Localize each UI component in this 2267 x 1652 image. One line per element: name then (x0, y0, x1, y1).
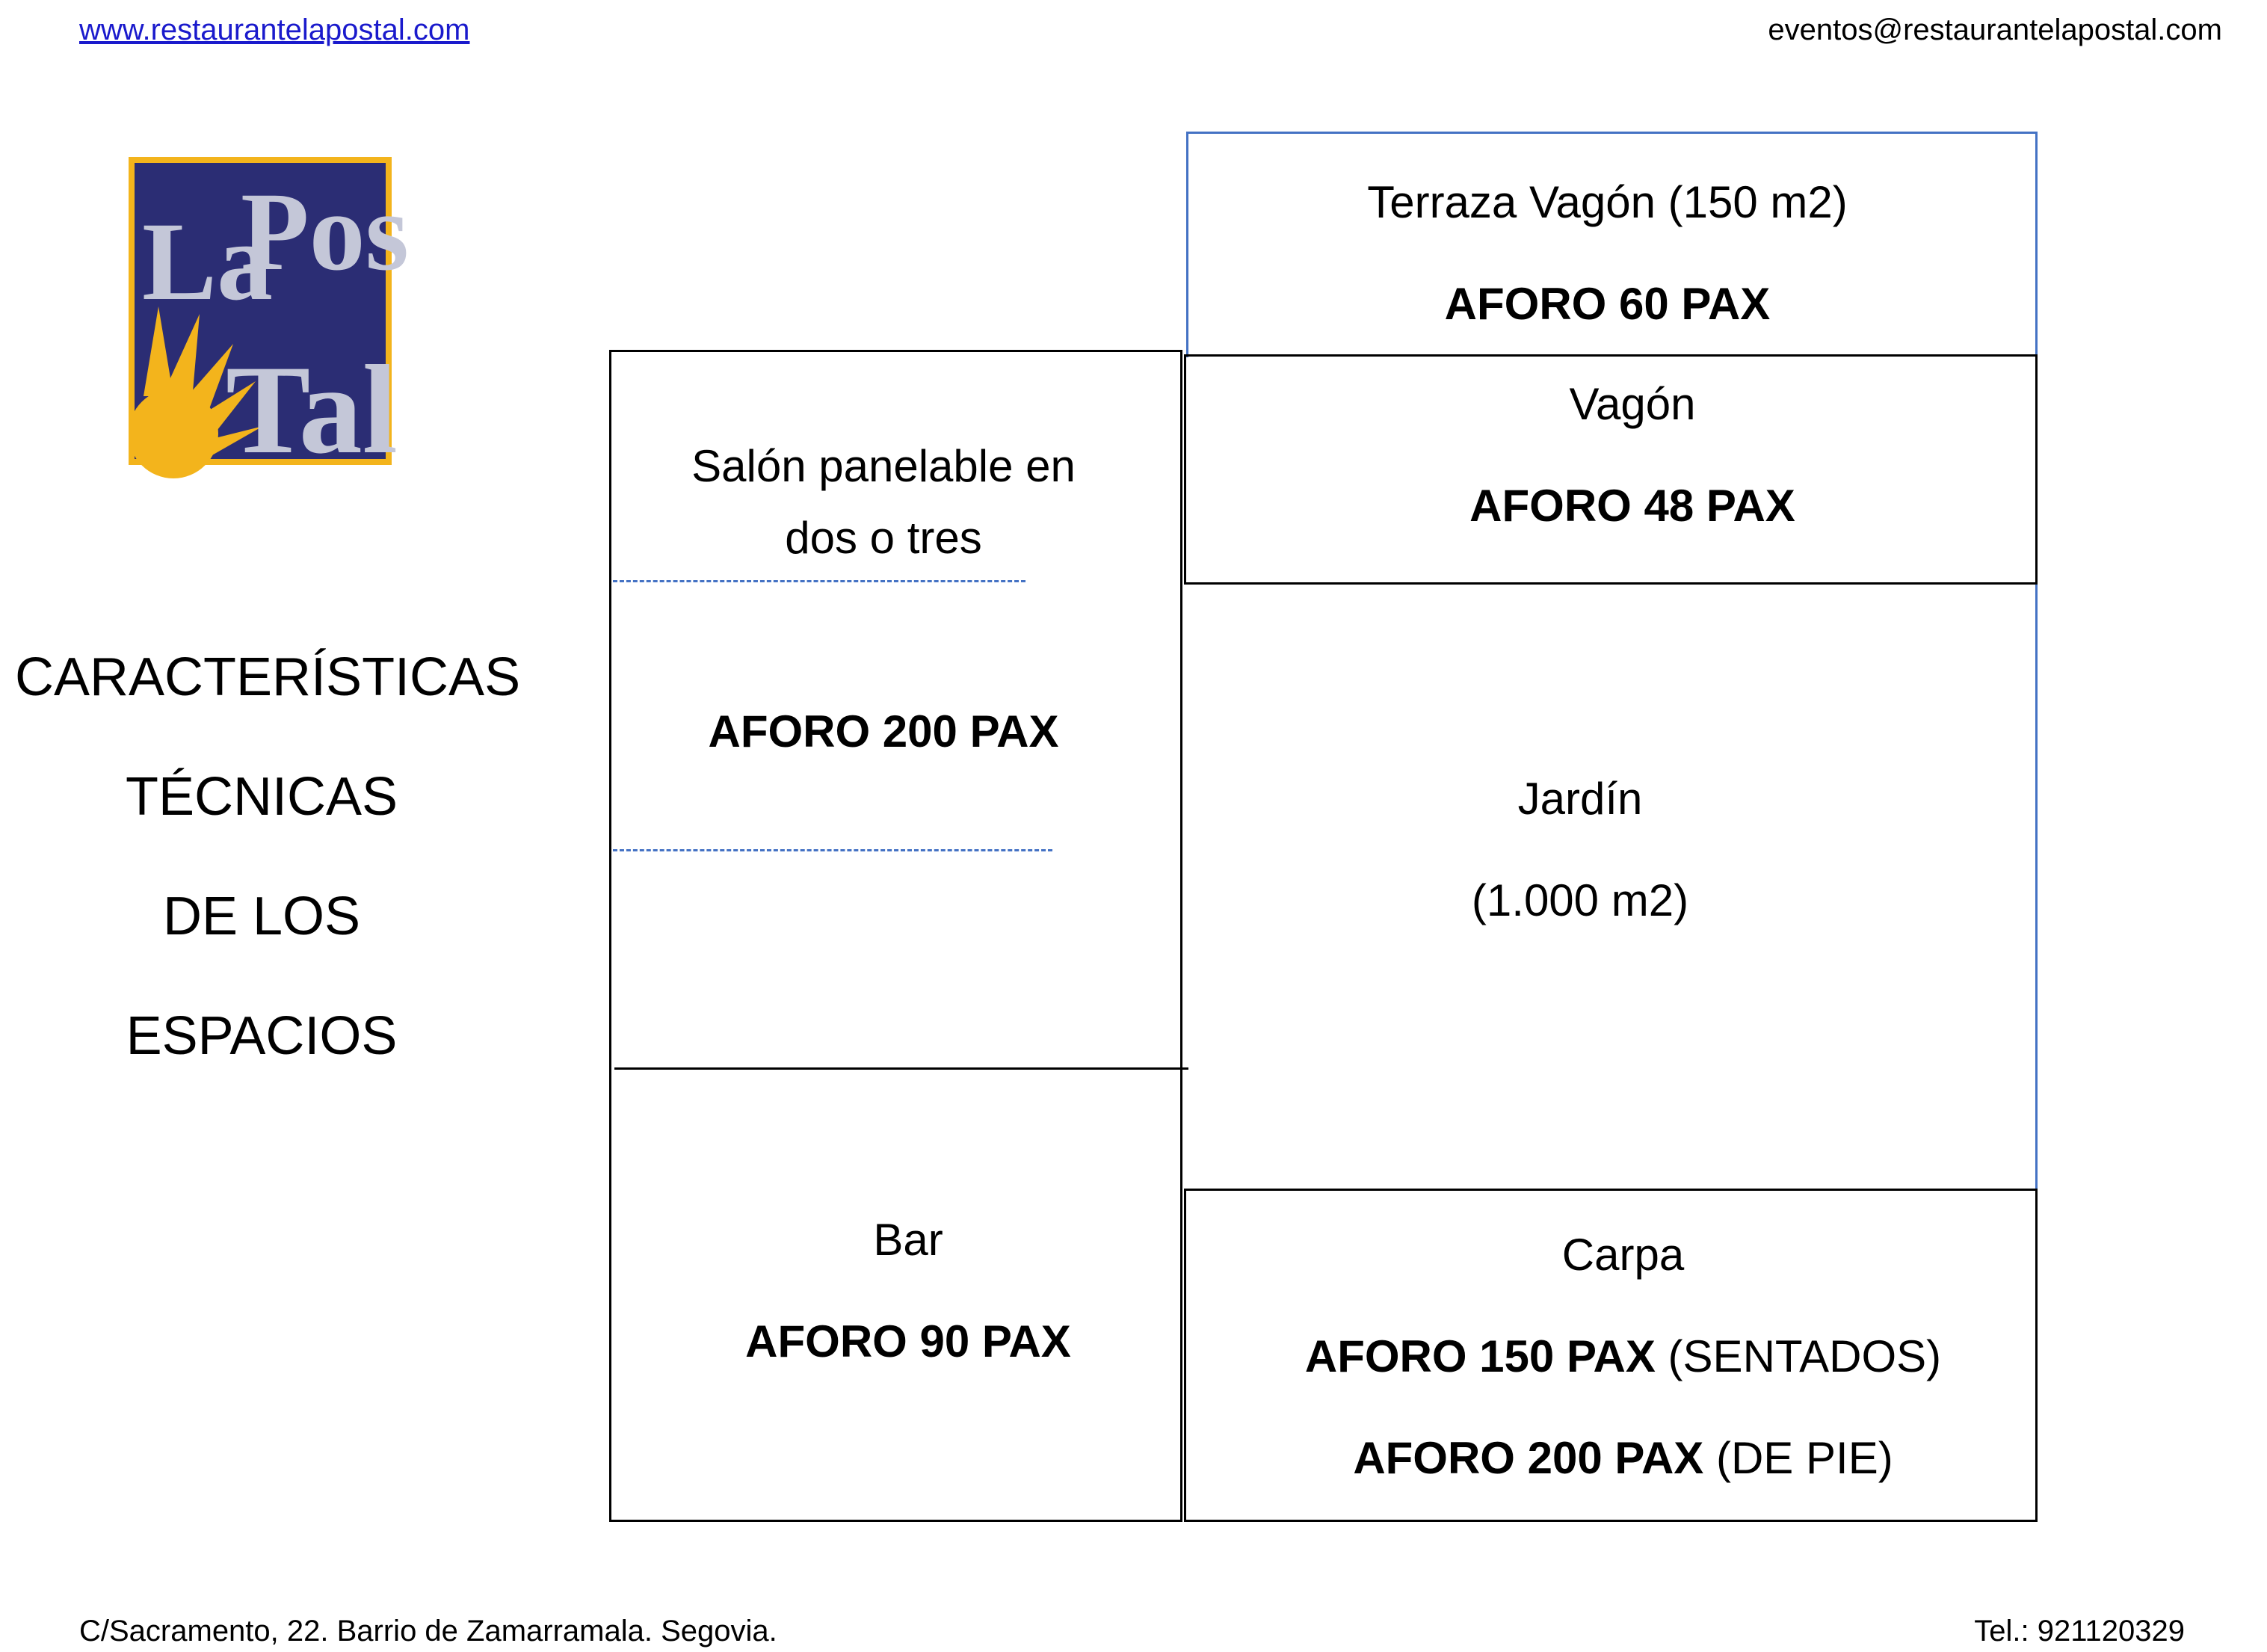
logo-text-tal: Tal (226, 339, 398, 480)
carpa-standing (1184, 1432, 2062, 1484)
page-title (15, 617, 521, 1096)
vagon-capacity: AFORO 48 PAX (1469, 481, 1795, 531)
website-link-text[interactable]: www.restaurantelapostal.com (79, 13, 470, 46)
logo-graphic (129, 157, 409, 480)
carpa-seated-capacity: AFORO 150 PAX (1304, 1331, 1656, 1381)
la-postal-logo (129, 157, 409, 480)
salon-name-line-2: dos o tres (785, 513, 982, 563)
bar-name: Bar (873, 1215, 943, 1265)
terraza-name: Terraza Vagón (150 m2) (1367, 177, 1848, 227)
email-address: eventos@restaurantelapostal.com (1768, 13, 2222, 46)
website-link[interactable] (79, 13, 469, 47)
salon-capacity: AFORO 200 PAX (708, 706, 1059, 756)
salon-name (609, 431, 1158, 574)
carpa-seated-note: (SENTADOS) (1655, 1331, 1942, 1381)
carpa-seated (1184, 1331, 2062, 1382)
title-line-2: TÉCNICAS (125, 767, 398, 827)
carpa-standing-note: (DE PIE) (1703, 1433, 1893, 1483)
footer-phone: Tel.: 921120329 (1974, 1615, 2185, 1648)
salon-name-line-1: Salón panelable en (691, 441, 1076, 491)
logo-text-la: La (142, 200, 274, 324)
footer-address: C/Sacramento, 22. Barrio de Zamarramala. Segovia. (79, 1615, 777, 1648)
title-line-1: CARACTERÍSTICAS (15, 647, 521, 707)
salon-partition-2 (613, 849, 1052, 851)
salon-partition-1 (613, 580, 1025, 582)
carpa-name: Carpa (1561, 1230, 1685, 1280)
bar-capacity: AFORO 90 PAX (745, 1316, 1071, 1366)
terraza-capacity: AFORO 60 PAX (1444, 279, 1771, 329)
vagon-name: Vagón (1569, 379, 1696, 429)
title-line-3: DE LOS (162, 887, 361, 946)
salon-bar-divider (614, 1067, 1188, 1070)
jardin-area: (1.000 m2) (1471, 875, 1689, 925)
title-line-4: ESPACIOS (126, 1006, 398, 1066)
carpa-standing-capacity: AFORO 200 PAX (1353, 1433, 1704, 1483)
jardin-name: Jardín (1517, 774, 1643, 824)
logo-text-pos: Pos (241, 170, 409, 294)
